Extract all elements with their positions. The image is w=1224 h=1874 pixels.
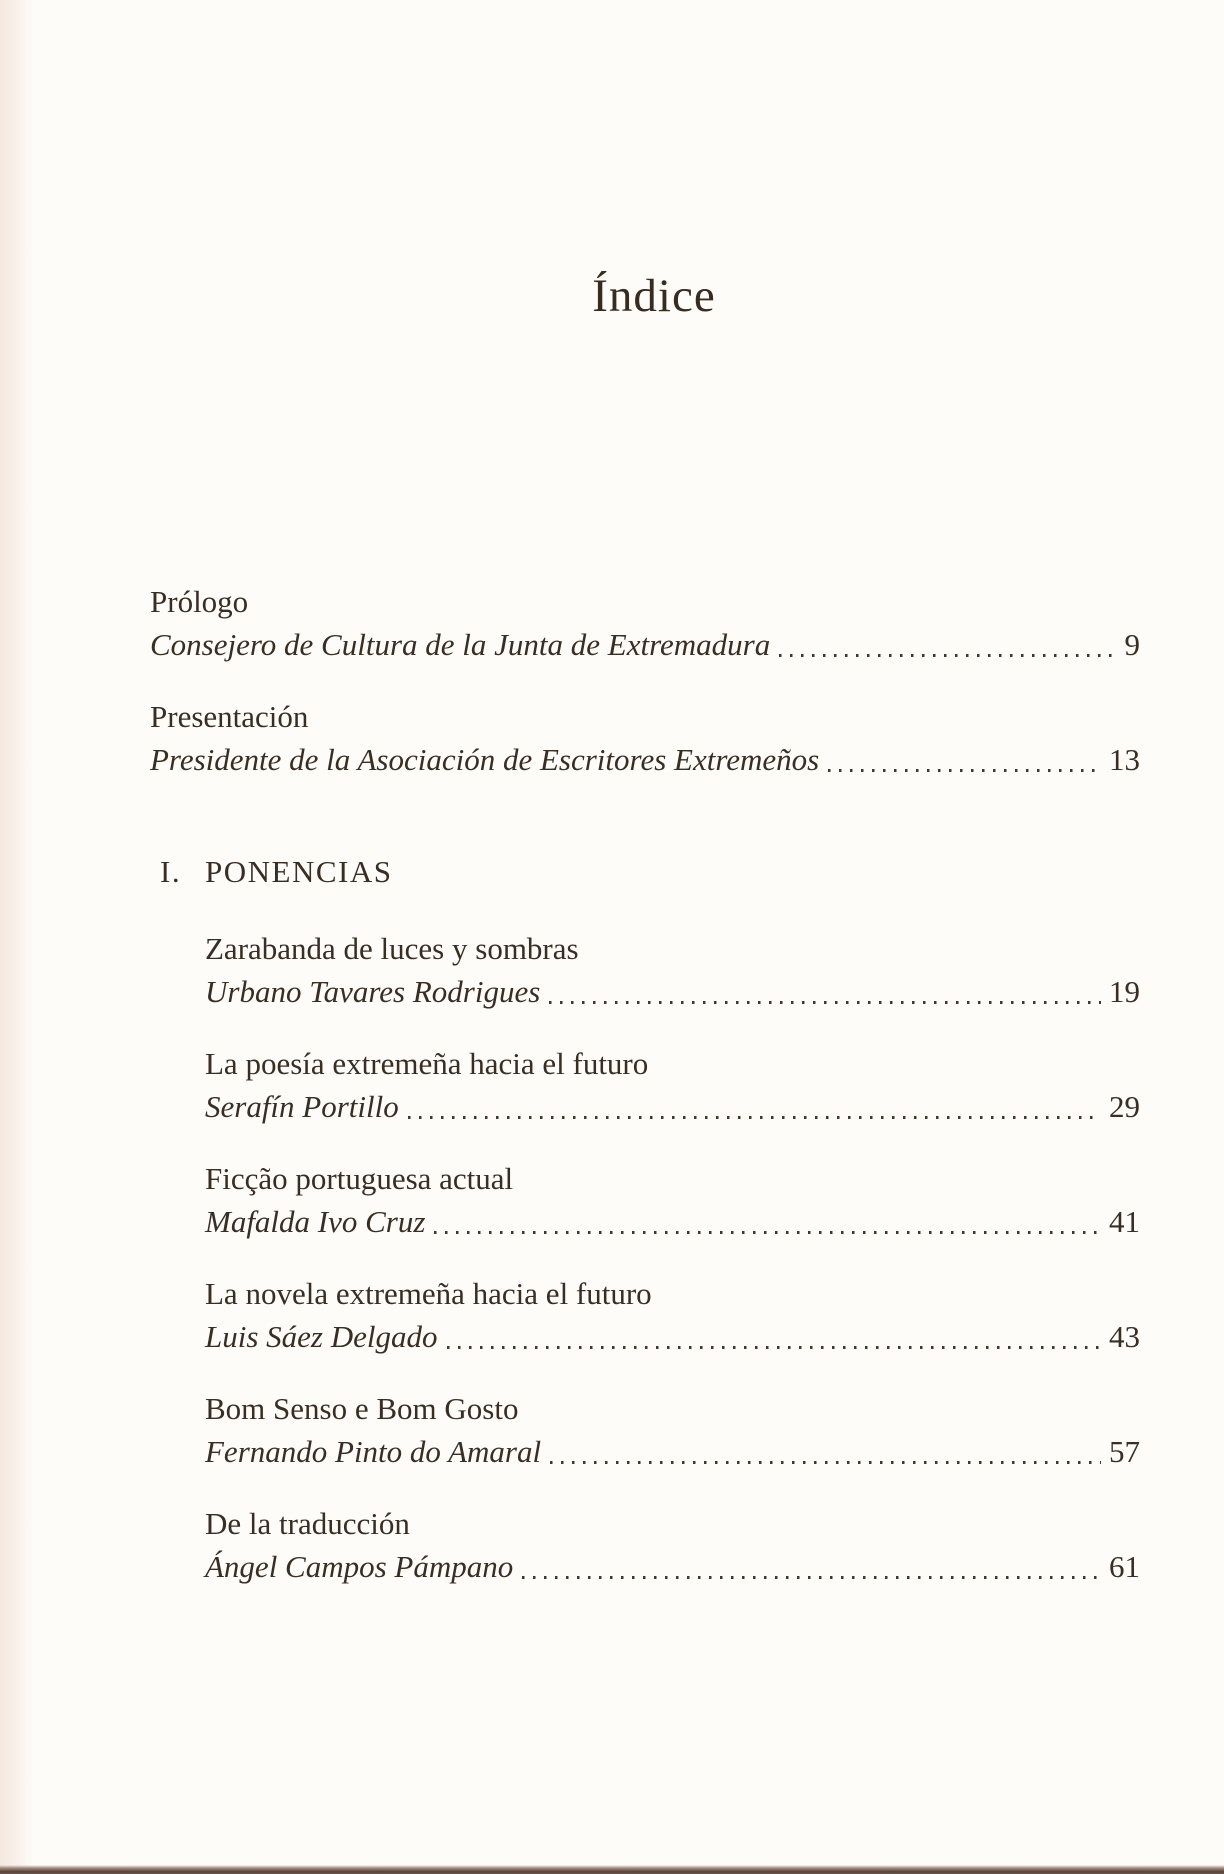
- toc-entry: [205, 1502, 1140, 1588]
- toc-entry: [205, 1387, 1140, 1473]
- entry-title: Prólogo: [150, 584, 249, 619]
- dot-leader: [828, 769, 1101, 772]
- entry-author-row: [205, 1315, 1140, 1358]
- dot-leader: [779, 654, 1116, 657]
- page-title: Índice: [592, 270, 716, 322]
- section-title: PONENCIAS: [205, 854, 393, 889]
- dot-leader: [447, 1346, 1102, 1349]
- entry-title: Ficção portuguesa actual: [205, 1161, 514, 1196]
- entry-page-number: 29: [1109, 1089, 1140, 1124]
- entry-author: Mafalda Ivo Cruz: [205, 1204, 426, 1239]
- entry-title: Presentación: [150, 699, 309, 734]
- scan-edge-bottom-line: [0, 1865, 1224, 1874]
- toc-entry: [150, 695, 1140, 781]
- entry-title: De la traducción: [205, 1506, 410, 1541]
- entry-page-number: 9: [1124, 627, 1140, 662]
- entry-title: La novela extremeña hacia el futuro: [205, 1276, 652, 1311]
- entry-page-number: 19: [1109, 974, 1140, 1009]
- toc-entry: [205, 927, 1140, 1013]
- dot-leader: [522, 1576, 1101, 1579]
- dot-leader: [549, 1001, 1101, 1004]
- section-heading: [160, 850, 1140, 893]
- entry-author: Luis Sáez Delgado: [205, 1319, 438, 1354]
- entry-author-row: [150, 738, 1140, 781]
- entry-page-number: 41: [1109, 1204, 1140, 1239]
- entry-author: Fernando Pinto do Amaral: [205, 1434, 542, 1469]
- toc-entry: [150, 580, 1140, 666]
- entry-author: Consejero de Cultura de la Junta de Extremadura: [150, 627, 771, 662]
- entry-author-row: [205, 1085, 1140, 1128]
- entry-page-number: 13: [1109, 742, 1140, 777]
- entry-page-number: 43: [1109, 1319, 1140, 1354]
- entry-author-row: [205, 1200, 1140, 1243]
- entry-title: Bom Senso e Bom Gosto: [205, 1391, 519, 1426]
- toc-entry-list: [205, 927, 1140, 1588]
- entry-author: Ángel Campos Pámpano: [205, 1549, 514, 1584]
- toc-entry: [205, 1272, 1140, 1358]
- table-of-contents: [150, 580, 1140, 1617]
- dot-leader: [434, 1231, 1101, 1234]
- entry-title: La poesía extremeña hacia el futuro: [205, 1046, 649, 1081]
- entry-author: Presidente de la Asociación de Escritores Extremeños: [150, 742, 820, 777]
- scan-edge-left-strip: [0, 0, 34, 1874]
- front-matter-list: [150, 580, 1140, 781]
- entry-title: Zarabanda de luces y sombras: [205, 931, 579, 966]
- dot-leader: [408, 1116, 1101, 1119]
- entry-author: Serafín Portillo: [205, 1089, 399, 1124]
- entry-author-row: [150, 623, 1140, 666]
- entry-author-row: [205, 1430, 1140, 1473]
- toc-entry: [205, 1157, 1140, 1243]
- entry-author-row: [205, 1545, 1140, 1588]
- toc-entry: [205, 1042, 1140, 1128]
- section-number: I.: [160, 854, 182, 889]
- entry-page-number: 57: [1109, 1434, 1140, 1469]
- entry-page-number: 61: [1109, 1549, 1140, 1584]
- dot-leader: [550, 1461, 1101, 1464]
- entry-author: Urbano Tavares Rodrigues: [205, 974, 541, 1009]
- entry-author-row: [205, 970, 1140, 1013]
